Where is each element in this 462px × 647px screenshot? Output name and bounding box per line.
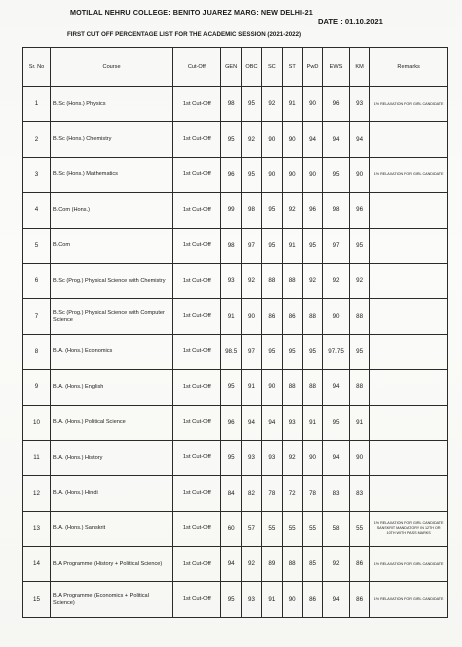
cell-cutoff: 1st Cut-Off: [173, 547, 221, 582]
cell-ews: 83: [323, 476, 350, 511]
cell-course: B.Com (Hons.): [50, 193, 172, 228]
cell-ews: 97.75: [323, 334, 350, 369]
cell-ews: 94: [323, 582, 350, 617]
cell-gen: 98.5: [221, 334, 241, 369]
cell-ews: 94: [323, 440, 350, 475]
cell-ews: 94: [323, 122, 350, 157]
cell-st: 90: [282, 157, 302, 192]
cell-km: 83: [349, 476, 369, 511]
cell-course: B.A. (Hons.) Economics: [50, 334, 172, 369]
cell-remarks: [370, 228, 448, 263]
cell-remarks: [370, 334, 448, 369]
cell-st: 91: [282, 228, 302, 263]
cell-st: 88: [282, 547, 302, 582]
list-title: FIRST CUT OFF PERCENTAGE LIST FOR THE ACADEMIC SESSION (2021-2022): [67, 31, 302, 38]
cell-course: B.A Programme (History + Political Science): [50, 547, 172, 582]
header-st: ST: [282, 48, 302, 87]
cell-sc: 93: [262, 440, 282, 475]
table-row: [23, 547, 448, 582]
cell-st: 72: [282, 476, 302, 511]
cell-pwd: 85: [302, 547, 322, 582]
cell-pwd: 78: [302, 476, 322, 511]
cell-cutoff: 1st Cut-Off: [173, 122, 221, 157]
college-heading: MOTILAL NEHRU COLLEGE: BENITO JUAREZ MARG: NEW DELHI-21: [70, 8, 313, 17]
cell-km: 91: [349, 405, 369, 440]
cell-st: 90: [282, 122, 302, 157]
cell-obc: 57: [241, 511, 261, 546]
table-row: [23, 370, 448, 405]
cell-remarks: [370, 440, 448, 475]
cell-ews: 92: [323, 263, 350, 298]
cell-obc: 98: [241, 193, 261, 228]
cell-cutoff: 1st Cut-Off: [173, 263, 221, 298]
cell-sr-no: 9: [23, 370, 51, 405]
cell-st: 88: [282, 370, 302, 405]
cell-remarks: 1% RELAXATION FOR GIRL CANDIDATE SANSKRIT MANDATORY IN 12TH OR 10TH WITH PASS MARKS: [370, 511, 448, 546]
cell-cutoff: 1st Cut-Off: [173, 334, 221, 369]
cell-st: 55: [282, 511, 302, 546]
cell-obc: 97: [241, 228, 261, 263]
cell-st: 91: [282, 87, 302, 122]
cell-cutoff: 1st Cut-Off: [173, 299, 221, 334]
header-obc: OBC: [241, 48, 261, 87]
notice-date: DATE : 01.10.2021: [318, 17, 383, 26]
table-row: [23, 122, 448, 157]
cell-km: 55: [349, 511, 369, 546]
cell-remarks: [370, 122, 448, 157]
header-pwd: PwD: [302, 48, 322, 87]
table-body: [23, 87, 448, 618]
cell-sr-no: 14: [23, 547, 51, 582]
cell-remarks: [370, 299, 448, 334]
cell-km: 90: [349, 440, 369, 475]
cell-pwd: 95: [302, 334, 322, 369]
cutoff-table: [22, 47, 448, 618]
cell-remarks: 1% RELAXATION FOR GIRL CANDIDATE: [370, 157, 448, 192]
table-row: [23, 299, 448, 334]
cell-gen: 96: [221, 157, 241, 192]
cell-km: 95: [349, 228, 369, 263]
cell-sc: 95: [262, 228, 282, 263]
cell-st: 92: [282, 193, 302, 228]
cell-pwd: 88: [302, 299, 322, 334]
table-row: [23, 87, 448, 122]
cell-cutoff: 1st Cut-Off: [173, 370, 221, 405]
cell-cutoff: 1st Cut-Off: [173, 228, 221, 263]
cell-ews: 94: [323, 370, 350, 405]
cell-sc: 91: [262, 582, 282, 617]
cell-obc: 92: [241, 122, 261, 157]
header-course: Course: [50, 48, 172, 87]
cell-course: B.A Programme (Economics + Political Science): [50, 582, 172, 617]
cell-course: B.A. (Hons.) Sanskrit: [50, 511, 172, 546]
cell-km: 93: [349, 87, 369, 122]
cell-sc: 89: [262, 547, 282, 582]
cell-km: 88: [349, 370, 369, 405]
cell-pwd: 90: [302, 87, 322, 122]
cell-sr-no: 2: [23, 122, 51, 157]
cell-gen: 96: [221, 405, 241, 440]
cell-gen: 93: [221, 263, 241, 298]
cell-obc: 93: [241, 440, 261, 475]
cell-remarks: [370, 263, 448, 298]
cell-remarks: [370, 193, 448, 228]
table-row: [23, 405, 448, 440]
cell-obc: 92: [241, 263, 261, 298]
cell-sc: 95: [262, 193, 282, 228]
cell-ews: 95: [323, 157, 350, 192]
cell-st: 86: [282, 299, 302, 334]
cell-cutoff: 1st Cut-Off: [173, 476, 221, 511]
cell-sc: 86: [262, 299, 282, 334]
cell-st: 93: [282, 405, 302, 440]
cell-st: 95: [282, 334, 302, 369]
cell-sr-no: 4: [23, 193, 51, 228]
header-cutoff: Cut-Off: [173, 48, 221, 87]
cell-cutoff: 1st Cut-Off: [173, 157, 221, 192]
cell-gen: 60: [221, 511, 241, 546]
cell-remarks: 1% RELAXATION FOR GIRL CANDIDATE: [370, 87, 448, 122]
cell-pwd: 55: [302, 511, 322, 546]
cell-sr-no: 11: [23, 440, 51, 475]
cell-gen: 95: [221, 440, 241, 475]
cell-ews: 95: [323, 405, 350, 440]
cell-ews: 90: [323, 299, 350, 334]
cell-remarks: [370, 370, 448, 405]
cell-remarks: [370, 405, 448, 440]
cell-obc: 95: [241, 157, 261, 192]
cell-ews: 98: [323, 193, 350, 228]
cell-obc: 97: [241, 334, 261, 369]
cell-gen: 98: [221, 228, 241, 263]
cell-course: B.A. (Hons.) Hindi: [50, 476, 172, 511]
cell-st: 92: [282, 440, 302, 475]
cell-sc: 95: [262, 334, 282, 369]
header-sr-no: Sr. No: [23, 48, 51, 87]
cell-cutoff: 1st Cut-Off: [173, 511, 221, 546]
cell-sc: 55: [262, 511, 282, 546]
cell-sr-no: 10: [23, 405, 51, 440]
cell-course: B.A. (Hons.) English: [50, 370, 172, 405]
table-row: [23, 157, 448, 192]
cell-gen: 95: [221, 370, 241, 405]
cell-obc: 90: [241, 299, 261, 334]
cell-pwd: 90: [302, 440, 322, 475]
cell-sr-no: 5: [23, 228, 51, 263]
cell-course: B.Sc (Prog.) Physical Science with Computer Science: [50, 299, 172, 334]
cell-km: 88: [349, 299, 369, 334]
cell-obc: 82: [241, 476, 261, 511]
cell-cutoff: 1st Cut-Off: [173, 440, 221, 475]
header-ews: EWS: [323, 48, 350, 87]
cell-km: 86: [349, 582, 369, 617]
cell-sr-no: 13: [23, 511, 51, 546]
table-row: [23, 511, 448, 546]
cell-km: 94: [349, 122, 369, 157]
cell-pwd: 86: [302, 582, 322, 617]
cell-obc: 93: [241, 582, 261, 617]
cell-sr-no: 15: [23, 582, 51, 617]
cell-course: B.A. (Hons.) History: [50, 440, 172, 475]
table-row: [23, 193, 448, 228]
cell-sr-no: 1: [23, 87, 51, 122]
cell-course: B.Sc (Hons.) Mathematics: [50, 157, 172, 192]
cell-pwd: 91: [302, 405, 322, 440]
cell-remarks: 1% RELAXATION FOR GIRL CANDIDATE: [370, 582, 448, 617]
table-row: [23, 440, 448, 475]
cell-obc: 94: [241, 405, 261, 440]
cell-cutoff: 1st Cut-Off: [173, 193, 221, 228]
cell-course: B.Sc (Hons.) Physics: [50, 87, 172, 122]
cell-gen: 99: [221, 193, 241, 228]
cell-gen: 95: [221, 122, 241, 157]
cell-sc: 90: [262, 370, 282, 405]
cell-obc: 95: [241, 87, 261, 122]
cell-gen: 94: [221, 547, 241, 582]
cell-sc: 94: [262, 405, 282, 440]
cell-sr-no: 7: [23, 299, 51, 334]
cell-sr-no: 6: [23, 263, 51, 298]
cell-cutoff: 1st Cut-Off: [173, 87, 221, 122]
table-row: [23, 263, 448, 298]
table-row: [23, 334, 448, 369]
header-gen: GEN: [221, 48, 241, 87]
cell-pwd: 88: [302, 370, 322, 405]
cell-pwd: 94: [302, 122, 322, 157]
cell-sc: 88: [262, 263, 282, 298]
cell-gen: 91: [221, 299, 241, 334]
header-km: KM: [349, 48, 369, 87]
cell-km: 86: [349, 547, 369, 582]
cell-course: B.Sc (Prog.) Physical Science with Chemistry: [50, 263, 172, 298]
cell-ews: 97: [323, 228, 350, 263]
cell-sr-no: 12: [23, 476, 51, 511]
cell-sc: 78: [262, 476, 282, 511]
cell-km: 95: [349, 334, 369, 369]
cell-sc: 92: [262, 87, 282, 122]
cell-sc: 90: [262, 122, 282, 157]
header-sc: SC: [262, 48, 282, 87]
cell-ews: 92: [323, 547, 350, 582]
cell-pwd: 92: [302, 263, 322, 298]
header-remarks: Remarks: [370, 48, 448, 87]
table-row: [23, 582, 448, 617]
cell-remarks: [370, 476, 448, 511]
cell-st: 90: [282, 582, 302, 617]
cell-obc: 91: [241, 370, 261, 405]
cell-km: 90: [349, 157, 369, 192]
cell-ews: 58: [323, 511, 350, 546]
cell-gen: 95: [221, 582, 241, 617]
cell-pwd: 95: [302, 228, 322, 263]
cell-sr-no: 3: [23, 157, 51, 192]
cell-obc: 92: [241, 547, 261, 582]
cell-course: B.Sc (Hons.) Chemistry: [50, 122, 172, 157]
table-header-row: [23, 48, 448, 87]
cell-course: B.A. (Hons.) Political Science: [50, 405, 172, 440]
cell-km: 96: [349, 193, 369, 228]
cell-st: 88: [282, 263, 302, 298]
table-row: [23, 228, 448, 263]
cell-pwd: 90: [302, 157, 322, 192]
cell-ews: 96: [323, 87, 350, 122]
cell-sr-no: 8: [23, 334, 51, 369]
cell-remarks: 1% RELAXATION FOR GIRL CANDIDATE: [370, 547, 448, 582]
cell-cutoff: 1st Cut-Off: [173, 582, 221, 617]
cell-pwd: 96: [302, 193, 322, 228]
cell-cutoff: 1st Cut-Off: [173, 405, 221, 440]
cell-gen: 84: [221, 476, 241, 511]
cell-course: B.Com: [50, 228, 172, 263]
cell-gen: 98: [221, 87, 241, 122]
cell-sc: 90: [262, 157, 282, 192]
cell-km: 92: [349, 263, 369, 298]
table-row: [23, 476, 448, 511]
